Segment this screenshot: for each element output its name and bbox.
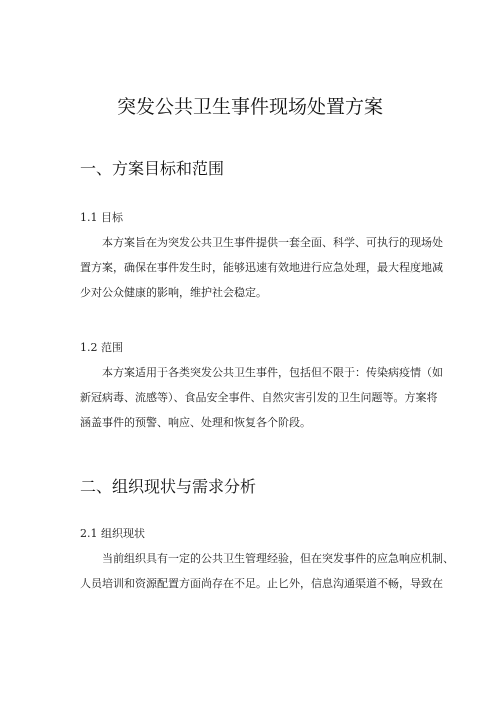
paragraph-line: 涵盖事件的预警、响应、处理和恢复各个阶段。 (80, 416, 311, 429)
paragraph-line: 少对公众健康的影响，维护社会稳定。 (80, 286, 267, 299)
subsection-heading-1-2: 1.2 范围 (80, 341, 123, 354)
paragraph-line: 置方案，确保在事件发生时，能够迅速有效地进行应急处理，最大程度地减 (80, 261, 443, 274)
paragraph-line: 人员培训和资源配置方面尚存在不足。止匕外，信息沟通渠道不畅，导致在 (80, 577, 443, 590)
paragraph-2-1 (80, 546, 454, 596)
paragraph-line: 当前组织具有一定的公共卫生管理经验，但在突发事件的应急响应机制、 (102, 552, 454, 565)
paragraph-1-2 (80, 360, 443, 435)
subsection-heading-2-1: 2.1 组织现状 (80, 527, 145, 540)
section-heading-1: 一、方案目标和范围 (80, 159, 225, 178)
section-heading-2: 二、组织现状与需求分析 (80, 477, 257, 496)
subsection-heading-1-1: 1.1 目标 (80, 211, 123, 224)
paragraph-line: 新冠病毒、流感等）、食品安全事件、自然灾害引发的卫生问题等。方案将 (80, 391, 438, 404)
paragraph-line: 本方案适用于各类突发公共卫生事件，包括但不限于：传染病疫情（如 (102, 366, 443, 379)
paragraph-line: 本方案旨在为突发公共卫生事件提供一套全面、科学、可执行的现场处 (102, 236, 443, 249)
paragraph-1-1 (80, 230, 443, 305)
document-title: 突发公共卫生事件现场处置方案 (116, 96, 383, 118)
